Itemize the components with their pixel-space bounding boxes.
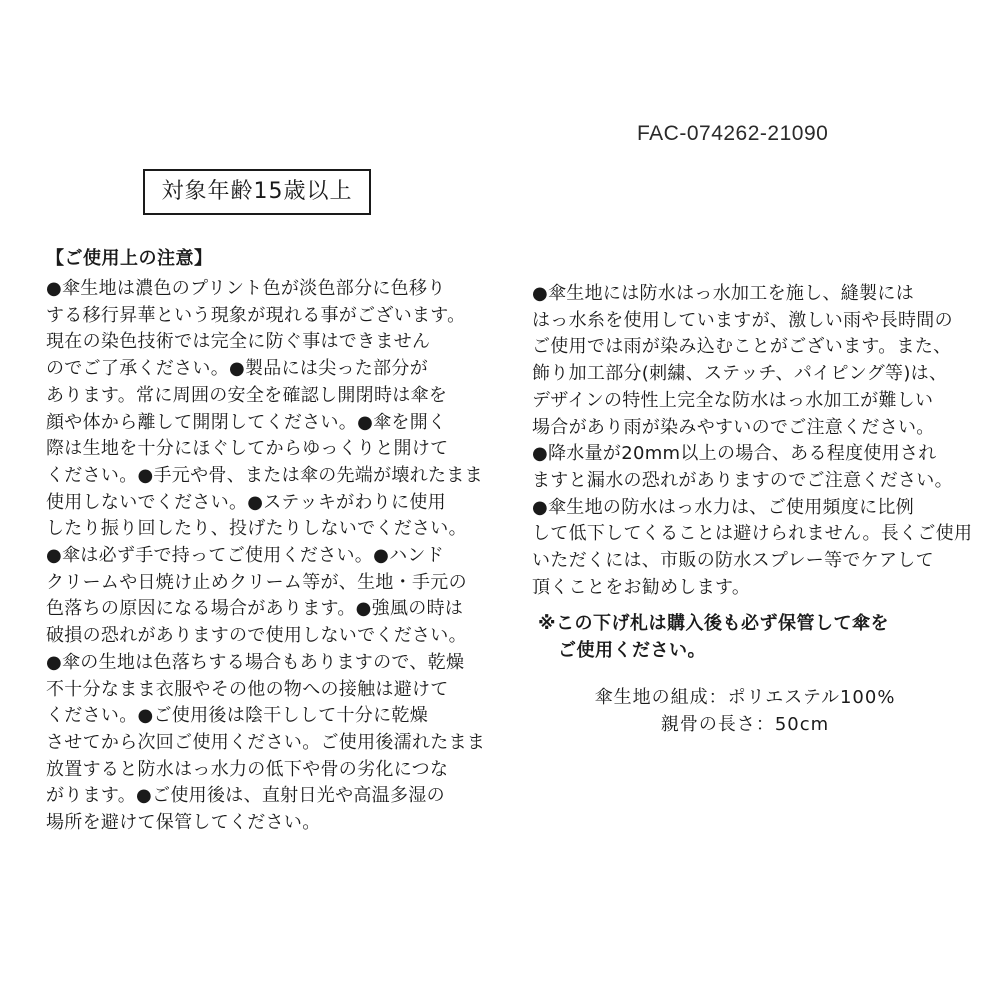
age-notice-box: 対象年齢15歳以上 [143, 169, 371, 215]
rib-length: 親骨の長さ：50cm [660, 714, 830, 735]
precaution-line: する移行昇華という現象が現れる事がございます。 [46, 304, 466, 326]
precaution-line: ●降水量が20mm以上の場合、ある程度使用され [532, 443, 937, 465]
precaution-line: 顔や体から離して開閉してください。●傘を開く [46, 411, 447, 433]
precaution-line: がります。●ご使用後は、直射日光や高温多湿の [46, 785, 445, 807]
precaution-line: ますと漏水の恐れがありますのでご注意ください。 [532, 469, 953, 491]
precaution-line: したり振り回したり、投げたりしないでください。 [46, 518, 467, 540]
keep-tag-notice-line: ご使用ください。 [558, 640, 706, 661]
precaution-line: して低下してくることは避けられません。長くご使用 [532, 523, 973, 545]
precaution-line: ●傘生地には防水はっ水加工を施し、縫製には [532, 283, 915, 304]
precaution-line: 飾り加工部分(刺繍、ステッチ、パイピング等)は、 [532, 363, 948, 385]
precaution-line: のでご了承ください。●製品には尖った部分が [46, 358, 429, 380]
precaution-line: はっ水糸を使用していますが、激しい雨や長時間の [532, 309, 953, 331]
precautions-left-column [46, 276, 486, 837]
precaution-line: 場合があり雨が染みやすいのでご注意ください。 [532, 416, 935, 438]
precaution-line: ください。●ご使用後は陰干しして十分に乾燥 [46, 705, 429, 727]
keep-tag-notice [538, 610, 889, 664]
precaution-line: ●傘は必ず手で持ってご使用ください。●ハンド [46, 545, 445, 567]
precaution-line: クリームや日焼け止めクリーム等が、生地・手元の [46, 571, 467, 593]
precaution-line: 際は生地を十分にほぐしてからゆっくりと開けて [46, 438, 449, 460]
precaution-line: ご使用では雨が染み込むことがございます。また、 [532, 336, 952, 358]
precautions-right-column [532, 281, 973, 601]
precautions-heading: 【ご使用上の注意】 [46, 248, 213, 269]
precaution-line: 放置すると防水はっ水力の低下や骨の劣化につな [46, 758, 449, 780]
precaution-line: ください。●手元や骨、または傘の先端が壊れたまま [46, 464, 483, 486]
precaution-line: 頂くことをお勧めします。 [532, 576, 751, 598]
precaution-line: 場所を避けて保管してください。 [46, 812, 321, 834]
precaution-line: 色落ちの原因になる場合があります。●強風の時は [46, 598, 464, 620]
precaution-line: デザインの特性上完全な防水はっ水加工が難しい [532, 389, 934, 411]
fabric-composition: 傘生地の組成：ポリエステル100% [594, 687, 896, 708]
precaution-line: 破損の恐れがありますので使用しないでください。 [46, 625, 467, 647]
precaution-line: 不十分なまま衣服やその他の物への接触は避けて [46, 678, 449, 700]
precaution-line: ●傘の生地は色落ちする場合もありますので、乾燥 [46, 651, 465, 673]
precaution-line: させてから次回ご使用ください。ご使用後濡れたまま [46, 731, 486, 753]
precaution-line: 使用しないでください。●ステッキがわりに使用 [46, 491, 446, 513]
precaution-line: あります。常に周囲の安全を確認し開閉時は傘を [46, 384, 448, 406]
precaution-line: ●傘生地は濃色のプリント色が淡色部分に色移り [46, 278, 446, 299]
product-code: FAC-074262-21090 [637, 122, 829, 145]
precaution-line: ●傘生地の防水はっ水力は、ご使用頻度に比例 [532, 496, 915, 518]
keep-tag-notice-line: ※この下げ札は購入後も必ず保管して傘を [538, 613, 889, 634]
precaution-line: 現在の染色技術では完全に防ぐ事はできません [46, 331, 431, 353]
precaution-line: いただくには、市販の防水スプレー等でケアして [532, 550, 934, 572]
